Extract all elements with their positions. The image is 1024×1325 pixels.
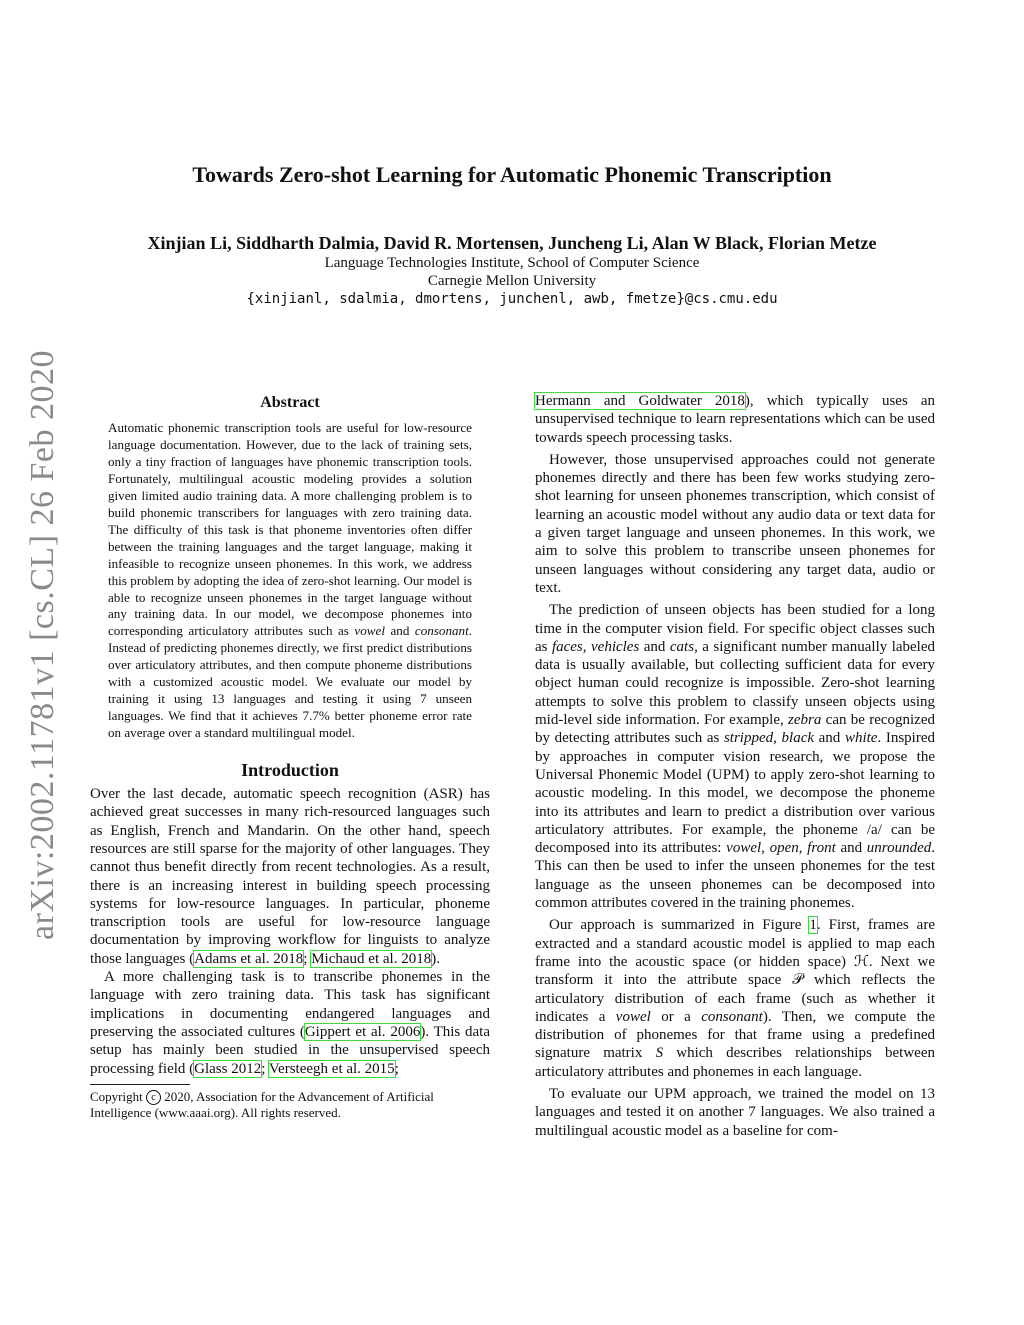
hidden-space-symbol: ℋ — [853, 953, 869, 970]
author-emails: {xinjianl, sdalmia, dmortens, junchenl, awb, fmetze}@cs.cmu.edu — [246, 291, 778, 307]
right-column — [535, 392, 935, 1140]
introduction-heading: Introduction — [241, 760, 339, 781]
left-column — [90, 392, 490, 1121]
author-list: Xinjian Li, Siddharth Dalmia, David R. Mortensen, Juncheng Li, Alan W Black, Florian Metze — [147, 233, 877, 253]
citation-hermann-2018[interactable]: Hermann and Goldwater 2018 — [535, 393, 745, 409]
copyright-icon: c — [146, 1090, 161, 1105]
citation-glass-2012[interactable]: Glass 2012 — [194, 1060, 262, 1077]
citation-michaud-2018[interactable]: Michaud et al. 2018 — [311, 950, 432, 967]
affiliation-institute: Language Technologies Institute, School of Computer Science — [324, 255, 700, 271]
right-paragraph-3: The prediction of unseen objects has been studied for a long time in the computer vision field. For specific object classes such as faces, vehicles and cats, a significant number manually labeled data is usually available, but collecting sufficient data for every object human could recognize is impossible. Zero-shot learning attempts to solve this problem to classify unseen objects using mid-level side information. For example, zebra can be recognized by detecting attributes such as stripped, black and white. Inspired by approaches in computer vision research, we propose the Universal Phonemic Model (UPM) to apply zero-shot learning to acoustic modeling. In this model, we decompose the phoneme into its attributes and learn to predict a distribution over various articulatory attributes. For example, the phoneme /a/ can be decomposed into its attributes: vowel, open, front and unrounded. This can then be used to infer the unseen phonemes for the test language as the unseen phonemes can be decomposed into common attributes covered in the training phonemes. — [535, 602, 936, 912]
right-paragraph-1: Hermann and Goldwater 2018), which typically uses an unsupervised technique to learn representations which can be used towards speech processing tasks. — [535, 393, 935, 446]
citation-adams-2018[interactable]: Adams et al. 2018 — [194, 950, 304, 967]
arxiv-identifier-stamp: arXiv:2002.11781v1 [cs.CL] 26 Feb 2020 — [24, 349, 61, 940]
intro-paragraph-2: A more challenging task is to transcribe phonemes in the language with zero training data. This task has significant implications in documenting endangered languages and preserving the associated cultures (Gippert et al. 2006). This data setup has mainly been studied in the unsupervised speech processing field (Glass 2012; Versteegh et al. 2015; — [90, 969, 490, 1077]
intro-paragraph-1: Over the last decade, automatic speech recognition (ASR) has achieved great successes in many rich-resourced languages such as English, French and Mandarin. On the other hand, speech resources are still sparse for the majority of other languages. They cannot thus benefit directly from recent technologies. As a result, there is an increasing interest in building speech processing systems for low-resource languages. In particular, phoneme transcription tools are useful for low-resource language documentation by improving workflow for linguists to analyze those languages (Adams et al. 2018; Michaud et al. 2018). — [90, 786, 490, 967]
copyright-footnote: Copyright c 2020, Association for the Advancement of Artificial Intelligence (www.aaai.org). All rights reserved. — [90, 1088, 434, 1120]
abstract-text: Automatic phonemic transcription tools are useful for low-resource language documentation. However, due to the lack of training sets, only a tiny fraction of languages have phonemic transcription tools. Fortunately, multilingual acoustic modeling provides a solution given limited audio training data. A more challenging problem is to build phonemic transcribers for languages with zero training data. The difficulty of this task is that phoneme inventories often differ between the training languages and the target language, making it infeasible to recognize unseen phonemes. In this work, we address this problem by adopting the idea of zero-shot learning. Our model is able to recognize unseen phonemes in the target language without any training data. In our model, we decompose phonemes into corresponding articulatory attributes such as vowel and consonant. Instead of predicting phonemes directly, we first predict distributions over articulatory attributes, and then compute phoneme distributions with a customized acoustic model. We evaluate our model by training it using 13 languages and testing it using 7 unseen languages. We find that it achieves 7.7% better phoneme error rate on average over a standard multilingual model. — [108, 420, 472, 741]
signature-matrix-symbol: S — [655, 1045, 664, 1062]
right-paragraph-2: However, those unsupervised approaches could not generate phonemes directly and there has been few works studying zero-shot learning for unseen phonemes transcription, which consist of learning an acoustic model without any audio data or text data for a given target language and unseen phonemes. In this work, we aim to solve this problem to transcribe unseen phonemes for unseen languages without considering any target data, audio or text. — [535, 451, 935, 596]
abstract-heading: Abstract — [260, 394, 320, 411]
right-paragraph-4: Our approach is summarized in Figure 1. First, frames are extracted and a standard acoustic model is applied to map each frame into the acoustic space (or hidden space) ℋ. Next we transform it into the attribute space 𝒫 which reflects the articulatory distribution of each frame (such as whether it indicates a vowel or a consonant). Then, we compute the distribution of phonemes for that frame using a predefined signature matrix S which describes relationships between articulatory attributes and phonemes in each language. — [535, 917, 936, 1080]
attribute-space-symbol: 𝒫 — [792, 972, 804, 989]
right-paragraph-5: To evaluate our UPM approach, we trained the model on 13 languages and tested it on another 7 languages. We also trained a multilingual acoustic model as a baseline for com- — [535, 1085, 935, 1139]
figure-1-reference[interactable]: 1 — [809, 917, 817, 934]
citation-gippert-2006[interactable]: Gippert et al. 2006 — [304, 1023, 421, 1040]
paper-title: Towards Zero-shot Learning for Automatic Phonemic Transcription — [192, 162, 832, 187]
citation-versteegh-2015[interactable]: Versteegh et al. 2015 — [268, 1060, 395, 1077]
affiliation-university: Carnegie Mellon University — [427, 273, 597, 289]
footnote-divider — [90, 1084, 190, 1085]
